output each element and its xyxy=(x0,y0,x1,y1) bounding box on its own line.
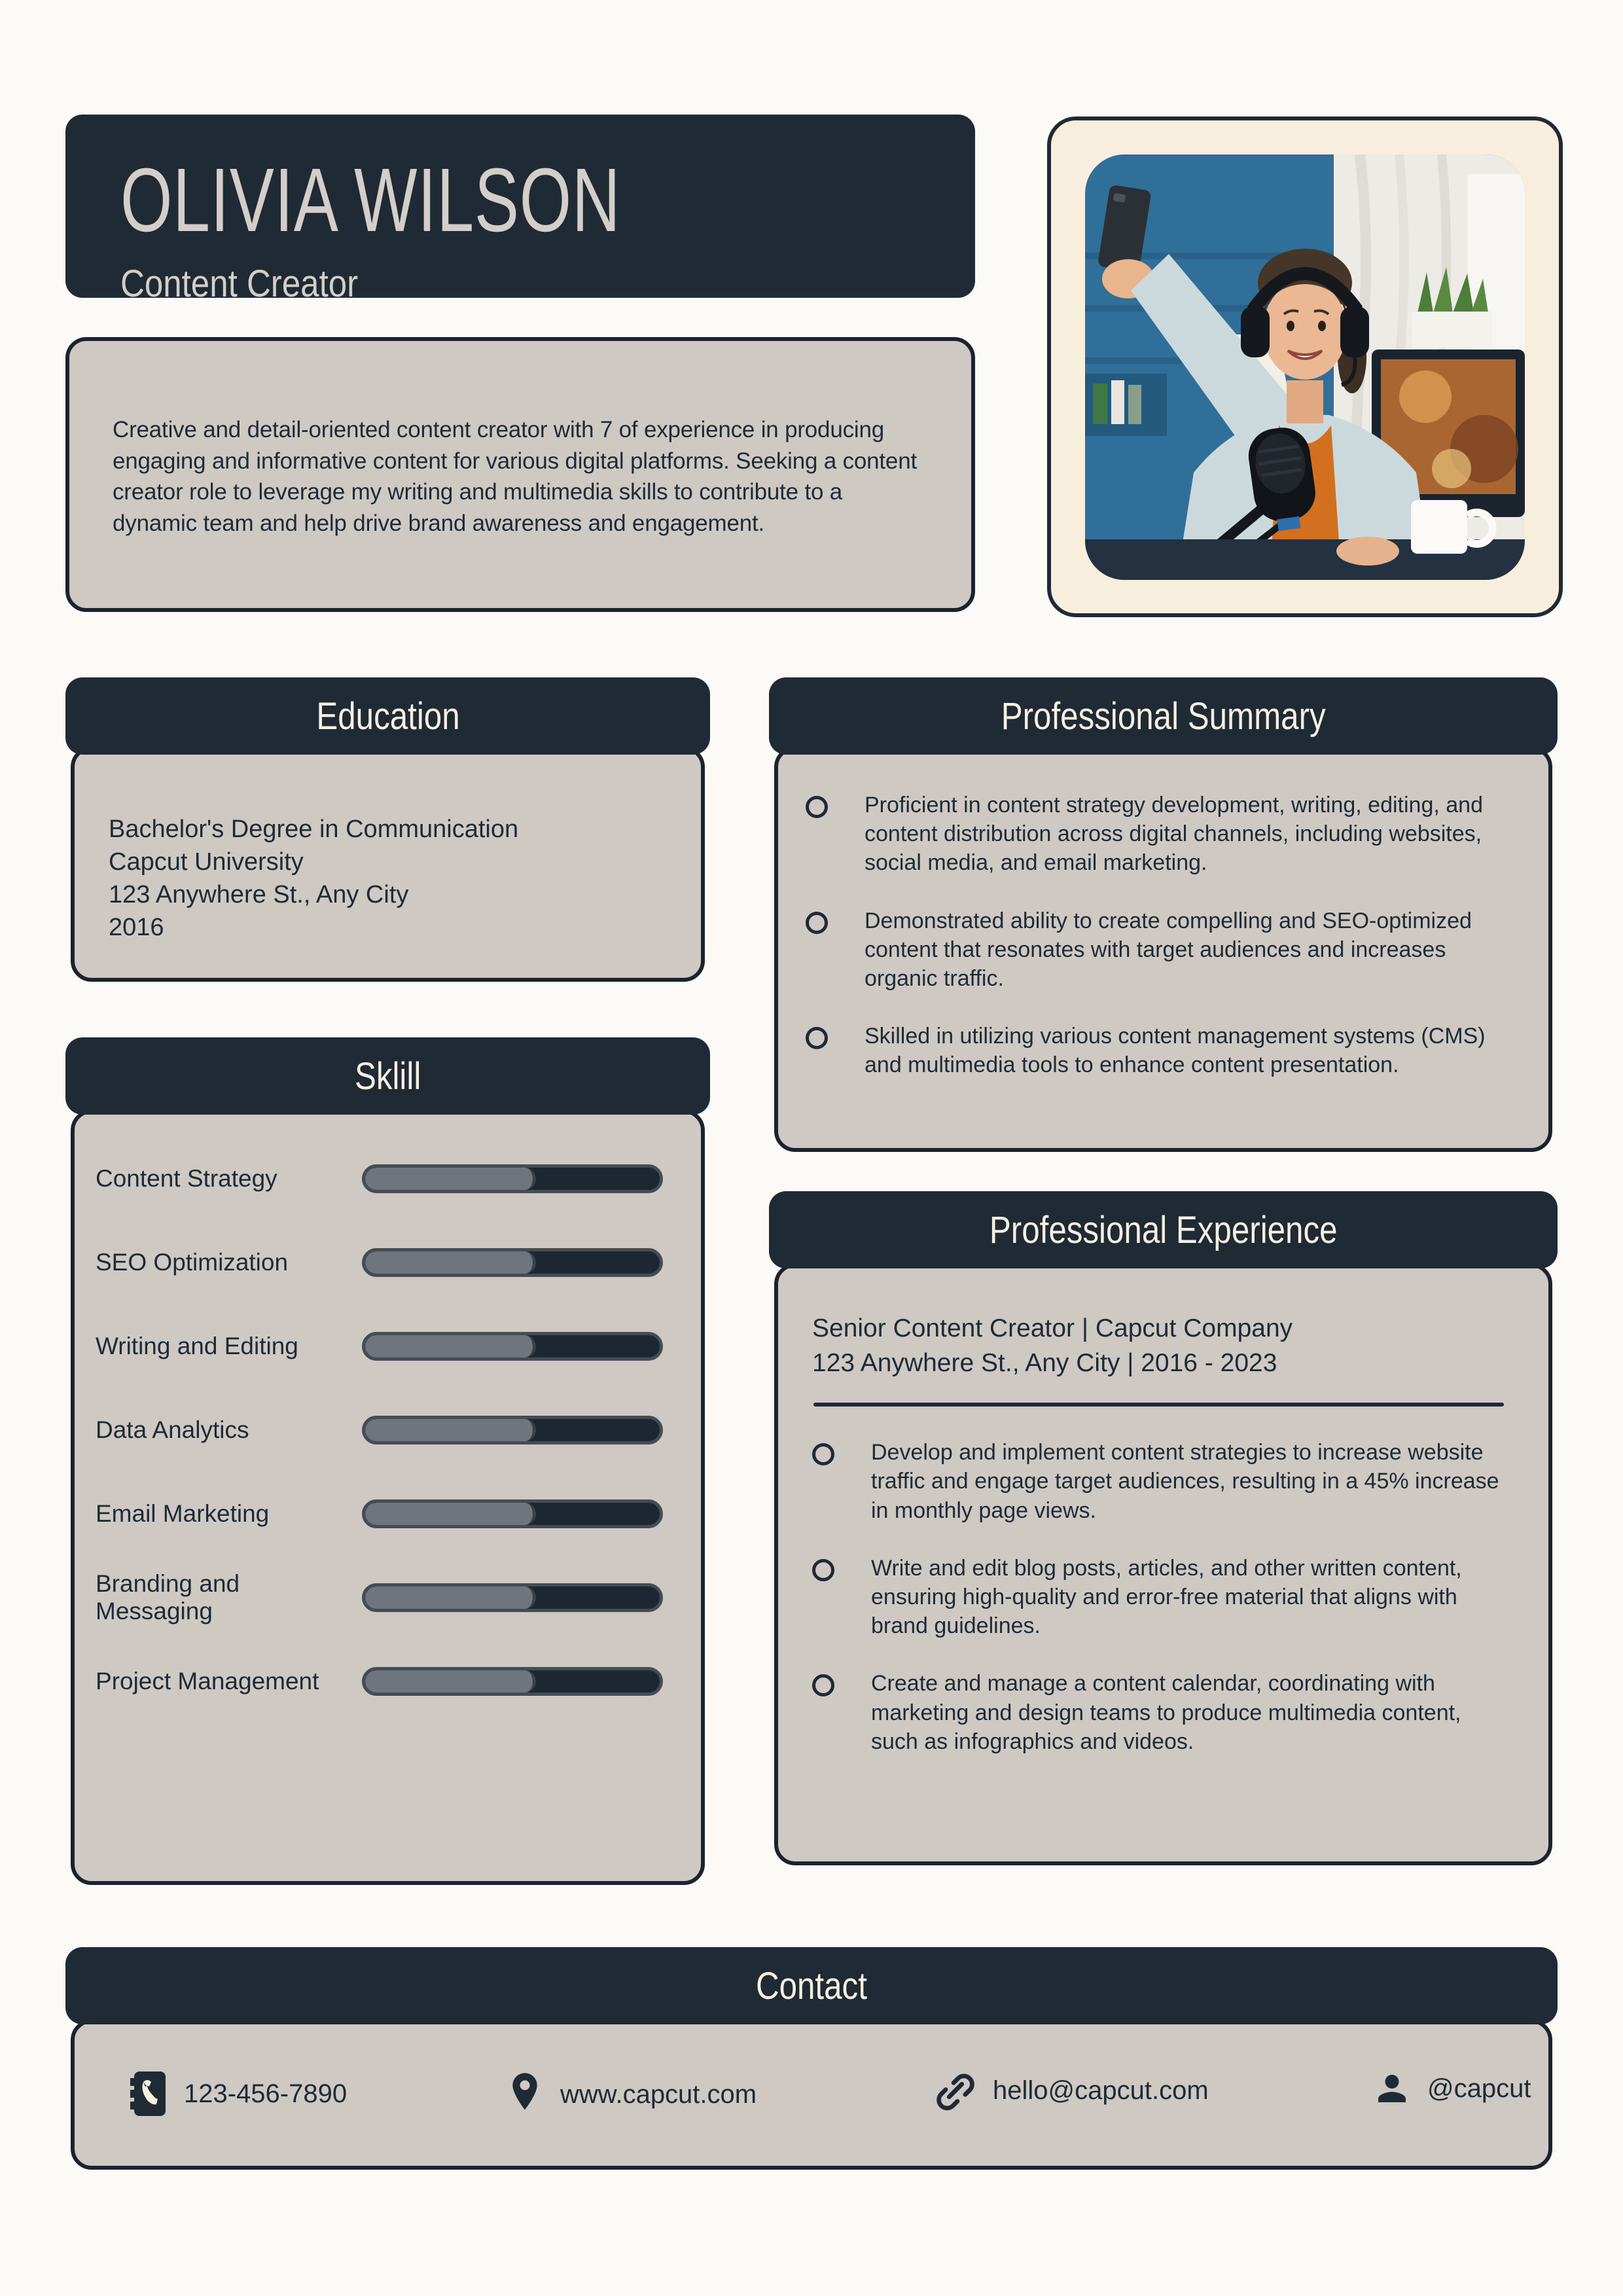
education-school: Capcut University xyxy=(109,848,304,876)
skill-section-header xyxy=(65,1037,710,1115)
skill-row xyxy=(75,1570,701,1624)
contact-website[interactable] xyxy=(507,2070,757,2119)
experience-section-body xyxy=(774,1263,1552,1865)
skill-progress-fill xyxy=(365,1251,536,1274)
about-summary-text: Creative and detail-oriented content creator with 7 of experience in producing engaging and informative content for various digital platforms. Seeking a content creator role to leverage my writing and multimedia skills to contribute to a dynamic team and help drive brand awareness and engagement. xyxy=(113,417,917,536)
location-icon xyxy=(507,2070,543,2119)
profile-photo-illustration xyxy=(1085,154,1525,580)
skill-row xyxy=(75,1667,701,1696)
experience-bullet-item xyxy=(812,1554,1509,1641)
experience-section-header xyxy=(769,1191,1558,1268)
skill-progress-bar xyxy=(362,1164,663,1193)
circle-bullet-icon xyxy=(812,1559,834,1581)
education-address: 123 Anywhere St., Any City xyxy=(109,881,409,909)
contact-email-label: hello@capcut.com xyxy=(993,2075,1209,2105)
experience-bullet-text: Create and manage a content calendar, coordinating with marketing and design teams to produce multimedia content, such as infographics and videos. xyxy=(871,1671,1461,1754)
skill-title: Sklill xyxy=(354,1054,421,1098)
circle-bullet-icon xyxy=(806,912,828,934)
name-header-card xyxy=(65,115,975,305)
education-year: 2016 xyxy=(109,914,164,942)
phone-icon xyxy=(130,2070,167,2117)
skill-section-body xyxy=(71,1109,705,1885)
skill-label: SEO Optimization xyxy=(96,1249,289,1276)
education-title: Education xyxy=(315,694,460,738)
education-section-body xyxy=(71,746,705,982)
skill-progress-fill xyxy=(365,1503,536,1525)
skill-label: Branding and Messaging xyxy=(96,1570,240,1624)
professional-summary-title: Professional Summary xyxy=(1001,694,1326,738)
contact-phone[interactable] xyxy=(130,2070,347,2117)
experience-meta: 123 Anywhere St., Any City | 2016 - 2023 xyxy=(812,1348,1277,1377)
summary-bullet-item xyxy=(806,1022,1509,1079)
contact-social-label: @capcut xyxy=(1427,2073,1531,2103)
summary-bullet-text: Skilled in utilizing various content management systems (CMS) and multimedia tools to enhance content presentation. xyxy=(865,1024,1486,1078)
profile-photo xyxy=(1085,154,1525,580)
professional-summary-section-body xyxy=(774,746,1552,1152)
skill-label: Project Management xyxy=(96,1668,319,1695)
skill-progress-bar xyxy=(362,1667,663,1696)
experience-bullet-text: Write and edit blog posts, articles, and other written content, ensuring high-quality and error-free material that aligns with brand guidelines. xyxy=(871,1555,1462,1639)
contact-phone-label: 123-456-7890 xyxy=(184,2079,348,2108)
skill-row xyxy=(75,1499,701,1528)
skill-label: Content Strategy xyxy=(96,1165,277,1192)
skill-progress-fill xyxy=(365,1168,536,1190)
contact-website-label: www.capcut.com xyxy=(560,2079,757,2109)
skill-label: Data Analytics xyxy=(96,1416,249,1443)
education-degree: Bachelor's Degree in Communication xyxy=(109,816,519,843)
skill-progress-bar xyxy=(362,1416,663,1444)
skill-label: Writing and Editing xyxy=(96,1333,298,1359)
contact-email[interactable] xyxy=(935,2070,1209,2111)
contact-social-handle[interactable] xyxy=(1374,2070,1531,2107)
professional-summary-section-header xyxy=(769,677,1558,755)
link-icon xyxy=(935,2070,976,2111)
skill-progress-fill xyxy=(365,1587,536,1609)
experience-bullet-item xyxy=(812,1438,1509,1525)
summary-bullet-item xyxy=(806,791,1509,878)
summary-bullet-text: Demonstrated ability to create compelling and SEO-optimized content that resonates with target audiences and increases organic traffic. xyxy=(865,908,1472,991)
skill-row xyxy=(75,1248,701,1277)
circle-bullet-icon xyxy=(812,1443,834,1465)
skill-progress-bar xyxy=(362,1332,663,1361)
skill-progress-bar xyxy=(362,1499,663,1528)
person-name: OLIVIA WILSON xyxy=(120,150,621,251)
circle-bullet-icon xyxy=(806,1027,828,1049)
skill-label: Email Marketing xyxy=(96,1500,270,1527)
summary-bullet-item xyxy=(806,906,1509,994)
contact-section-body xyxy=(71,2019,1552,2170)
circle-bullet-icon xyxy=(812,1674,834,1696)
about-summary-card xyxy=(65,337,975,612)
skill-progress-fill xyxy=(365,1335,536,1357)
person-job-title: Content Creator xyxy=(120,262,359,305)
skill-row xyxy=(75,1416,701,1444)
experience-title: Professional Experience xyxy=(989,1208,1338,1251)
contact-title: Contact xyxy=(756,1964,867,2007)
skill-progress-bar xyxy=(362,1583,663,1612)
user-icon xyxy=(1374,2070,1410,2107)
experience-role: Senior Content Creator | Capcut Company xyxy=(812,1314,1293,1342)
skill-progress-bar xyxy=(362,1248,663,1277)
summary-bullet-text: Proficient in content strategy development, writing, editing, and content distribution across digital channels, including websites, social media, and email marketing. xyxy=(865,793,1483,876)
experience-bullet-text: Develop and implement content strategies to increase website traffic and engage target audiences, resulting in a 45% increase in monthly page views. xyxy=(871,1440,1499,1523)
experience-bullet-item xyxy=(812,1669,1509,1756)
skill-row xyxy=(75,1164,701,1193)
skill-row xyxy=(75,1332,701,1361)
skill-progress-fill xyxy=(365,1419,536,1441)
education-section-header xyxy=(65,677,710,755)
circle-bullet-icon xyxy=(806,796,828,818)
skill-progress-fill xyxy=(365,1670,536,1693)
contact-section-header xyxy=(65,1947,1558,2024)
divider xyxy=(813,1403,1504,1407)
